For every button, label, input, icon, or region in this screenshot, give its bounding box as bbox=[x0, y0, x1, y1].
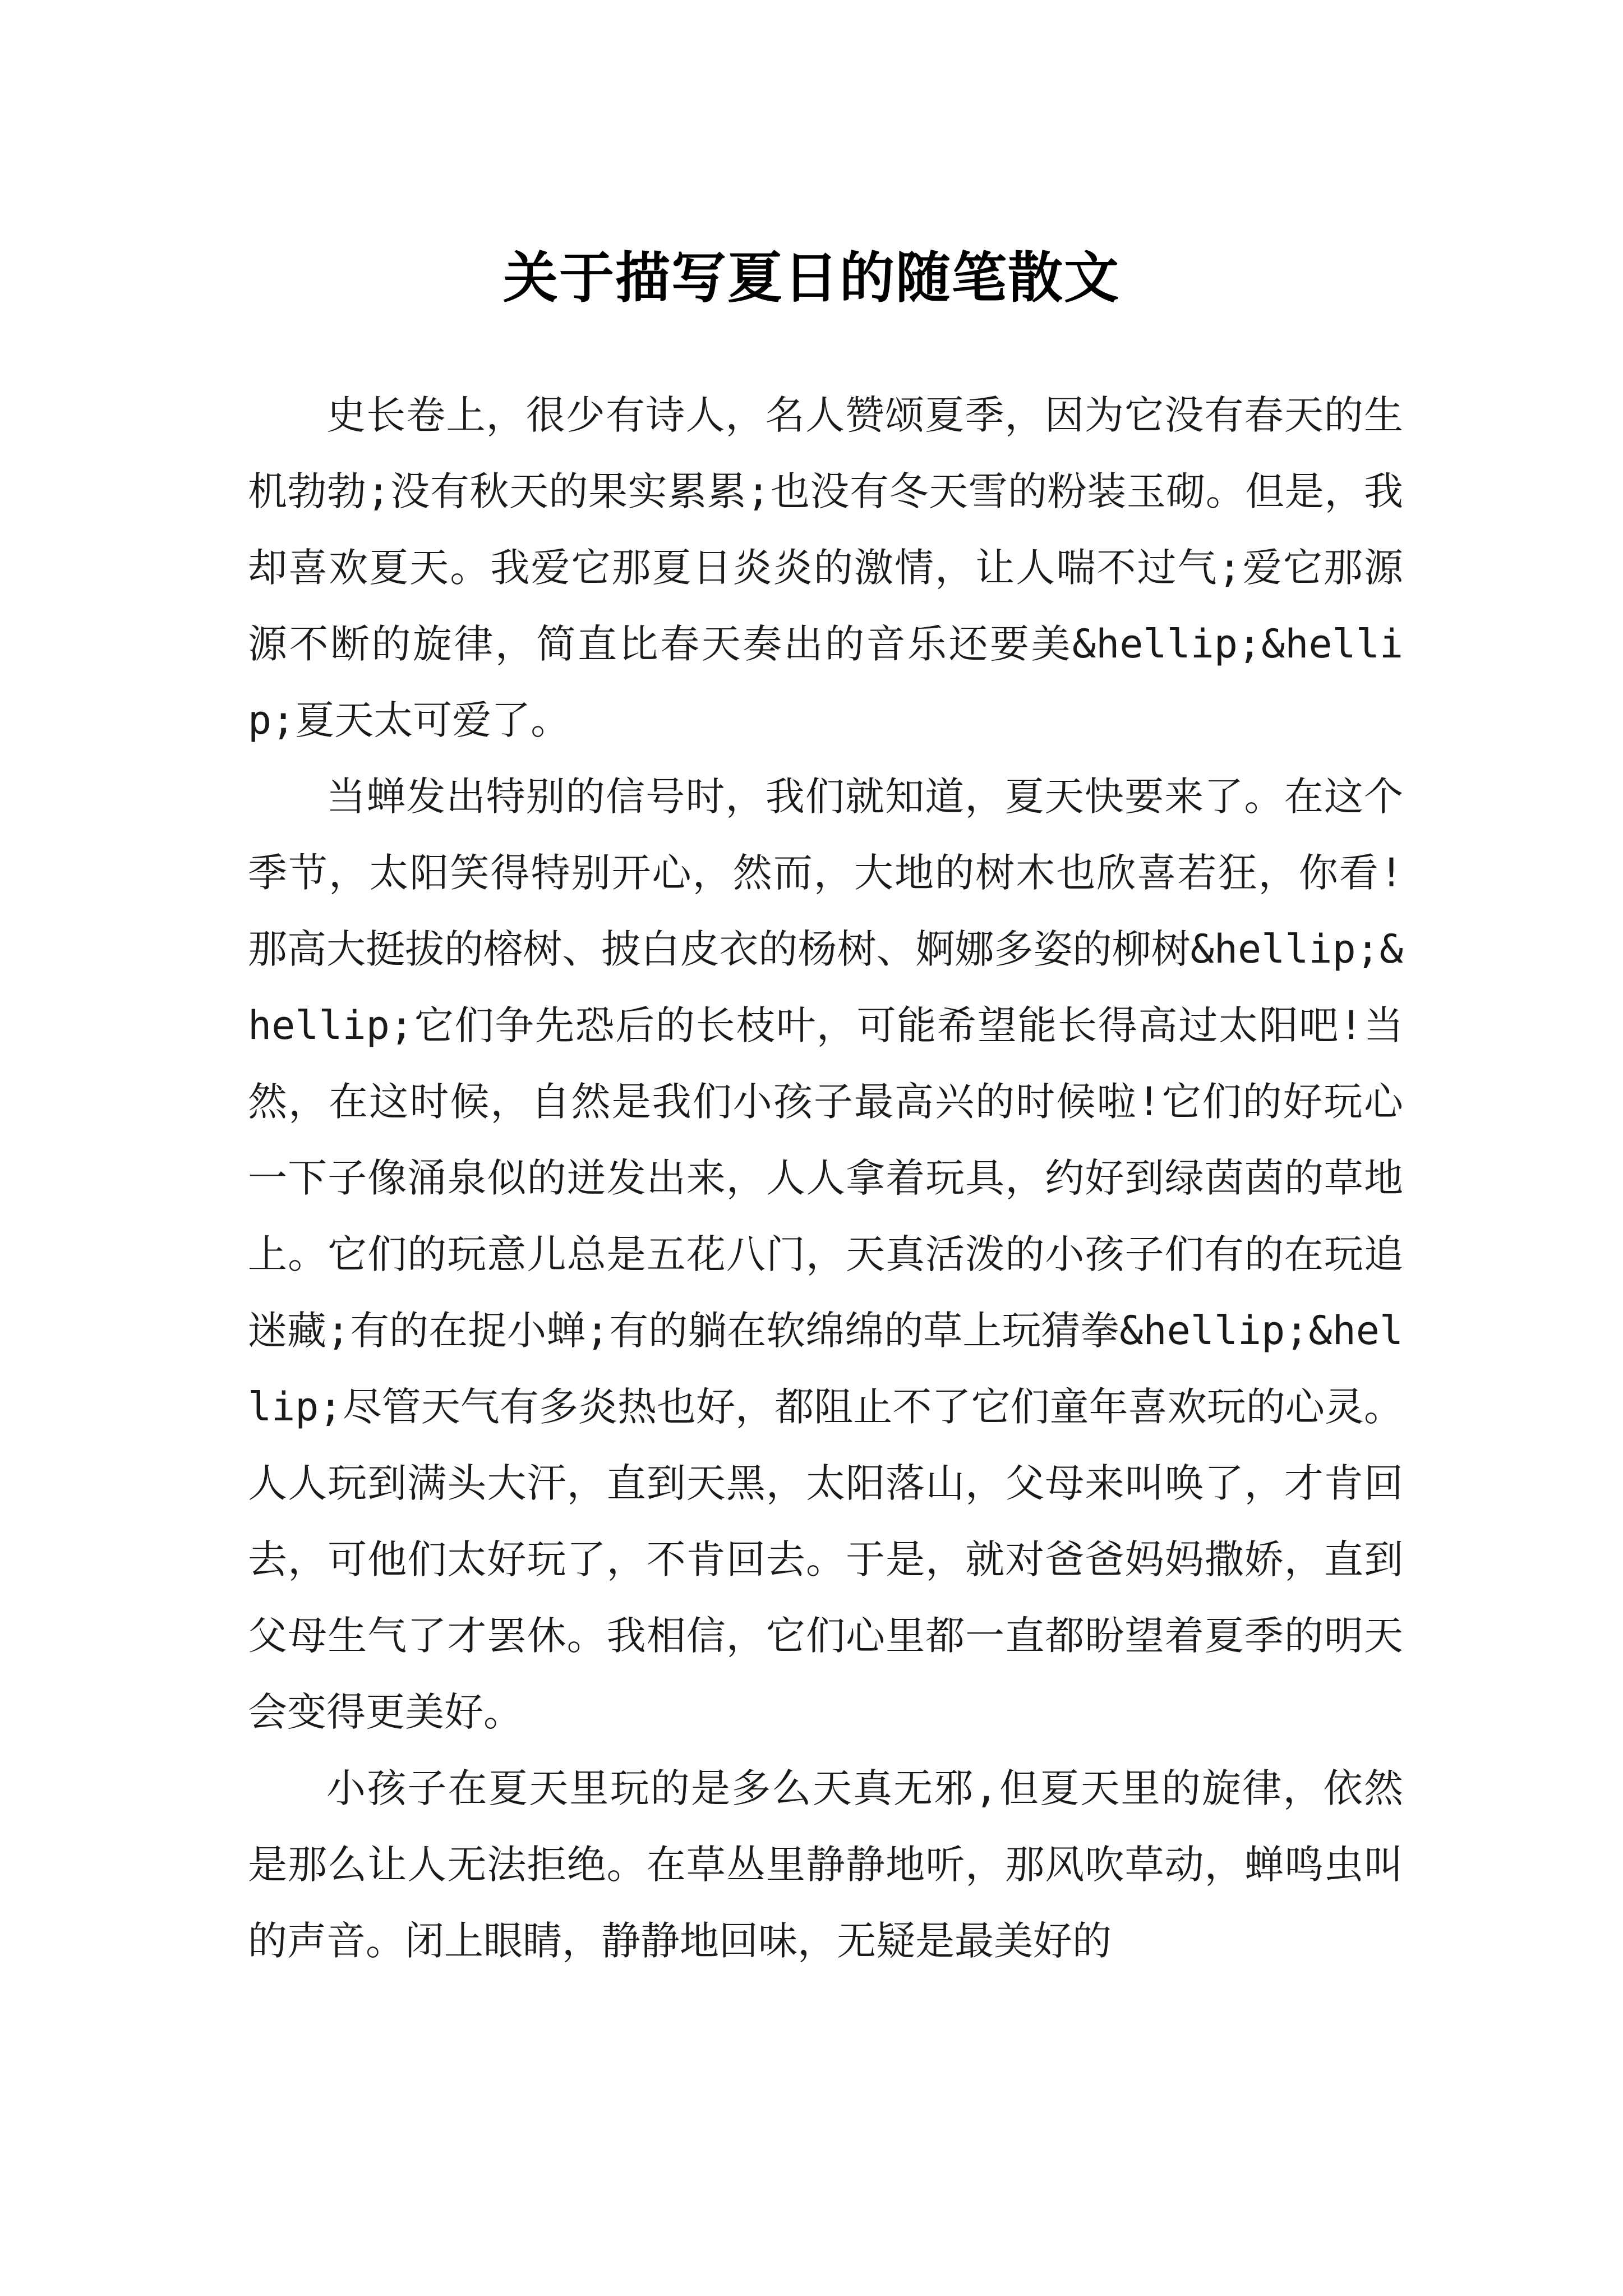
paragraph-2: 当蝉发出特别的信号时，我们就知道，夏天快要来了。在这个季节，太阳笑得特别开心，然而，大地的树木也欣喜若狂，你看!那高大挺拔的榕树、披白皮衣的杨树、婀娜多姿的柳树&hellip;&hellip;它们争先恐后的长枝叶，可能希望能长得高过太阳吧!当然，在这时候，自然是我们小孩子最高兴的时候啦!它们的好玩心一下子像涌泉似的迸发出来，人人拿着玩具，约好到绿茵茵的草地上。它们的玩意儿总是五花八门，天真活泼的小孩子们有的在玩追迷藏;有的在捉小蝉;有的躺在软绵绵的草上玩猜拳&hellip;&hellip;尽管天气有多炎热也好，都阻止不了它们童年喜欢玩的心灵。人人玩到满头大汗，直到天黑，太阳落山，父母来叫唤了，才肯回去，可他们太好玩了，不肯回去。于是，就对爸爸妈妈撒娇，直到父母生气了才罢休。我相信，它们心里都一直都盼望着夏季的明天会变得更美好。 bbox=[248, 774, 1404, 1735]
paragraph-1: 史长卷上，很少有诗人，名人赞颂夏季，因为它没有春天的生机勃勃;没有秋天的果实累累;也没有冬天雪的粉装玉砌。但是，我却喜欢夏天。我爱它那夏日炎炎的激情，让人喘不过气;爱它那源源不断的旋律，简直比春天奏出的音乐还要美&hellip;&hellip;夏天太可爱了。 bbox=[248, 392, 1403, 743]
document-title: 关于描写夏日的随笔散文 bbox=[502, 246, 1120, 310]
paragraph-3: 小孩子在夏天里玩的是多么天真无邪,但夏天里的旋律，依然是那么让人无法拒绝。在草丛里静静地听，那风吹草动，蝉鸣虫叫的声音。闭上眼睛，静静地回味，无疑是最美好的 bbox=[248, 1765, 1403, 1964]
document-body bbox=[248, 377, 1403, 1979]
